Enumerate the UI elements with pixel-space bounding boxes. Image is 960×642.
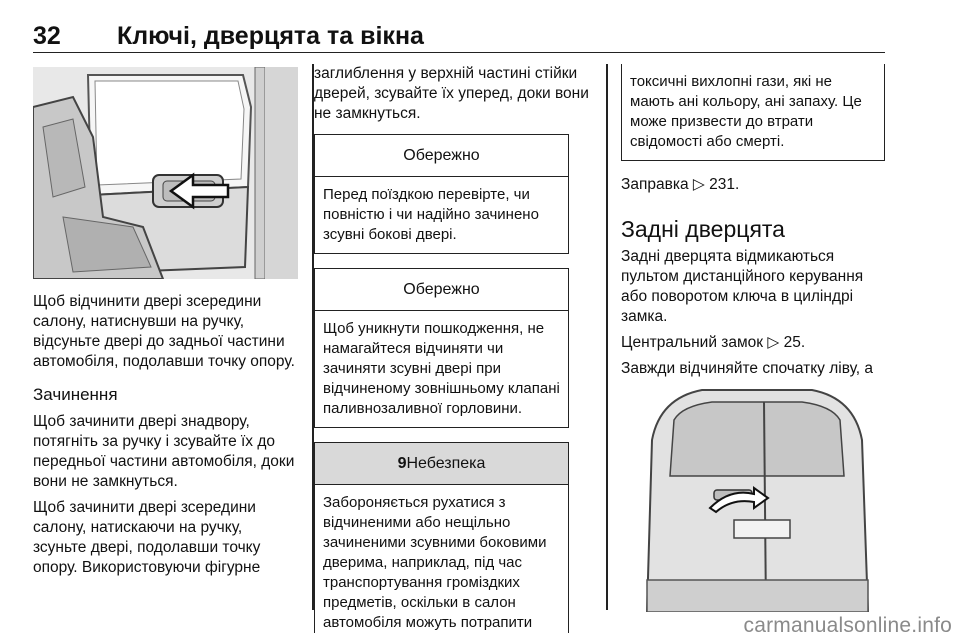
- paragraph-rear-doors: Задні дверцята відмикаються пультом дистанційного керування або поворотом ключа в циліндрі замка.: [621, 248, 864, 325]
- central-lock-label: Центральний замок: [621, 334, 764, 351]
- page-title: Ключі, дверцята та вікна: [117, 22, 424, 50]
- central-lock-page-number[interactable]: 25.: [783, 334, 806, 351]
- caution-box-1-title: Обережно: [315, 135, 568, 177]
- caution-box-1: [314, 134, 569, 254]
- paragraph-close-from-inside: Щоб зачинити двері зсередини салону, натискаючи на ручку, зсуньте двері, подолавши точку опору. Використовуючи фігурне: [33, 499, 261, 576]
- cross-reference-central-lock: [621, 333, 891, 353]
- caution-box-2: [314, 268, 569, 428]
- caution-box-2-text: Щоб уникнути пошкодження, не намагайтеся відчиняти чи зачиняти зсувні двері при відчиненому зовнішньому клапані паливнозаливної горловини.: [323, 320, 560, 417]
- door-handle-arrow-figure: [33, 67, 298, 279]
- paragraph-close-from-outside: Щоб зачинити двері знадвору, потягніть за ручку і зсувайте їх до передньої частини автомобіля, доки вони не замкнуться.: [33, 413, 295, 490]
- watermark: carmanualsonline.info: [743, 614, 952, 637]
- danger-box-continued: [621, 64, 885, 161]
- column-divider-2: [606, 64, 608, 610]
- section-heading-closing: Зачинення: [33, 385, 118, 404]
- column-1: [33, 292, 298, 578]
- paragraph-close-continued: заглиблення у верхній частині стійки дверей, зсувайте їх уперед, доки вони не замкнуться.: [314, 65, 589, 122]
- danger-box-title: Небезпека: [406, 455, 486, 472]
- page-reference-arrow-icon: ▷: [767, 334, 780, 351]
- paragraph-open-from-inside: Щоб відчинити двері зсередини салону, натиснувши на ручку, відсуньте двері до задньої частини автомобіля, подолавши точку опору.: [33, 293, 295, 370]
- danger-box-continued-text: токсичні вихлопні гази, які не мають ані кольору, ані запаху. Це може призвести до втрати свідомості або смерті.: [630, 73, 862, 150]
- page-header: [33, 20, 885, 53]
- column-3: [621, 64, 891, 399]
- danger-box-header: [315, 443, 568, 485]
- warning-triangle-icon: 9: [397, 455, 407, 472]
- rear-doors-illustration: [622, 380, 892, 612]
- column-2: [314, 64, 592, 633]
- danger-box-text: Забороняється рухатися з відчиненими або нещільно зачиненими зсувними боковими дверима, наприклад, під час транспортування громіздких предметів, оскільки в салон автомобіля можуть потрапити: [323, 494, 547, 631]
- cross-reference-refuel: [621, 175, 891, 195]
- caution-box-2-title: Обережно: [315, 269, 568, 311]
- refuel-page-number[interactable]: 231.: [709, 176, 740, 193]
- sliding-door-interior-illustration: [33, 67, 298, 279]
- page-number: 32: [33, 22, 61, 50]
- page-reference-arrow-icon: ▷: [692, 176, 705, 193]
- caution-box-1-text: Перед поїздкою перевірте, чи повністю і чи надійно зачинено зсувні бокові двері.: [323, 186, 539, 243]
- rear-doors-handle-figure: [622, 380, 892, 612]
- paragraph-opening-order: Завжди відчиняйте спочатку ліву, а: [621, 360, 874, 377]
- danger-box: [314, 442, 569, 633]
- section-heading-rear-doors: Задні дверцята: [621, 216, 785, 242]
- refuel-link-label: Заправка: [621, 176, 689, 193]
